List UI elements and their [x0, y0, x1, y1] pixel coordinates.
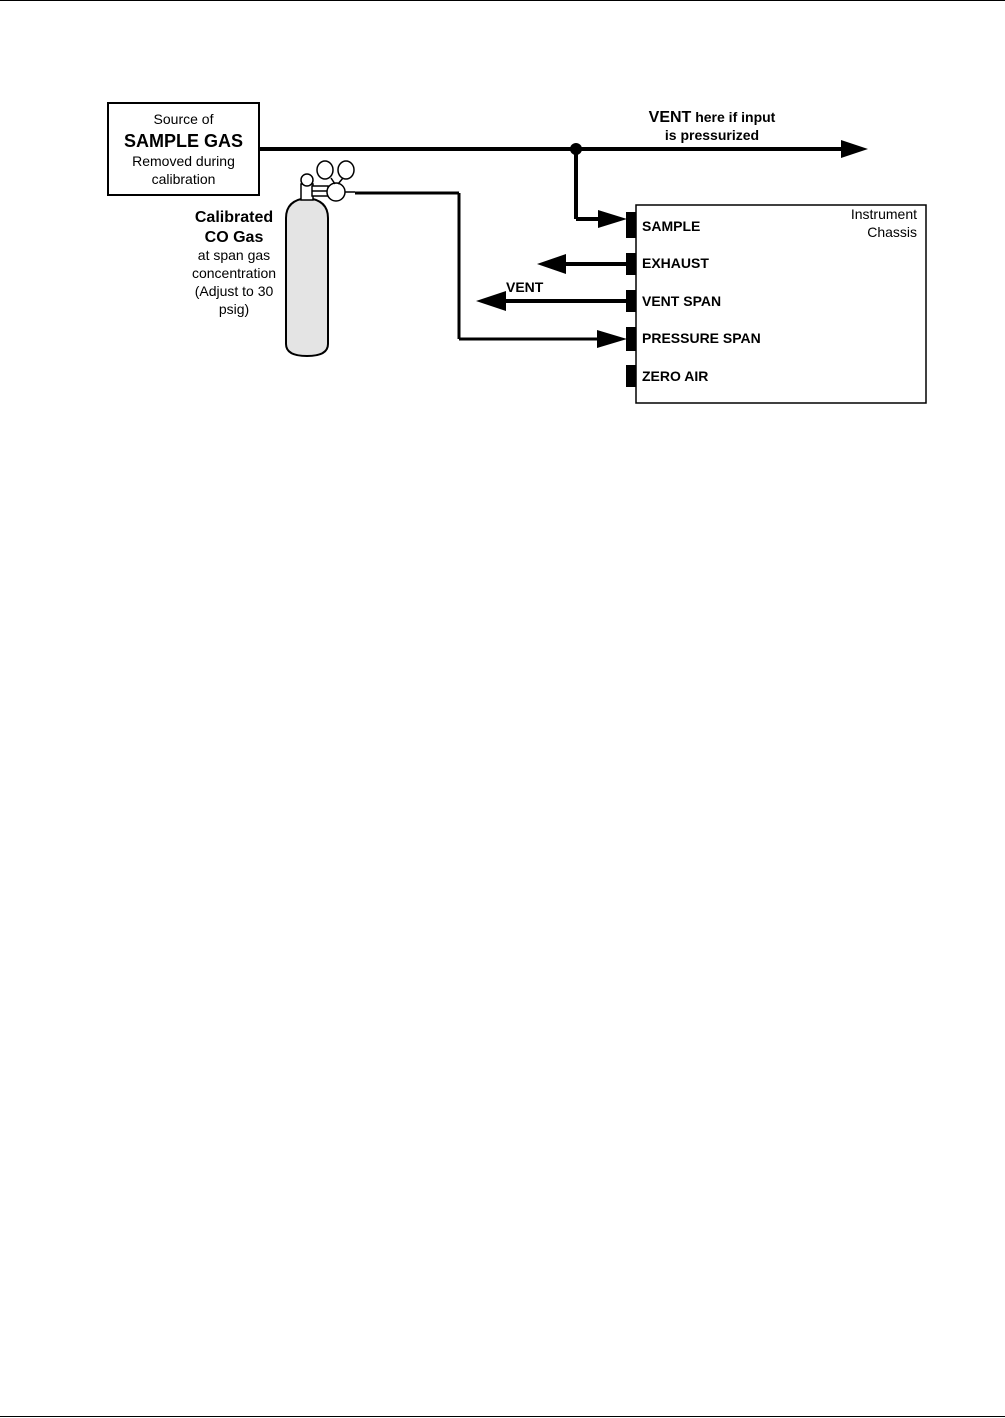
cylinder-desc-line4: psig)	[218, 301, 250, 317]
source-box-line2: SAMPLE GAS	[123, 131, 244, 151]
vent-note-line2: is pressurized	[664, 127, 760, 143]
exhaust-arrow-icon	[537, 254, 566, 274]
vent-span-outlet-label: VENT	[506, 279, 544, 295]
vent-span-port-label: VENT SPAN	[642, 293, 722, 309]
chassis-title-line1: Instrument	[850, 206, 917, 222]
vent-span-outlet-line	[476, 291, 628, 311]
vent-note-rest: here if input	[691, 109, 776, 125]
exhaust-outlet-line	[537, 254, 628, 274]
exhaust-port-label: EXHAUST	[642, 255, 709, 271]
cylinder-title-line2: CO Gas	[204, 229, 264, 246]
source-box-line4: calibration	[151, 171, 216, 187]
sample-gas-source-box	[108, 103, 259, 195]
vent-arrow-icon	[841, 140, 868, 158]
vent-note-strong: VENT	[648, 109, 692, 126]
gas-cylinder-icon	[286, 174, 328, 356]
cylinder-title-line1: Calibrated	[194, 209, 274, 226]
cylinder-desc-line1: at span gas	[197, 247, 271, 263]
sample-gas-line	[259, 149, 845, 219]
calibration-gas-diagram	[0, 0, 1005, 420]
vent-span-arrow-icon	[476, 291, 506, 311]
zero-air-port	[626, 365, 636, 387]
bottom-page-rule	[0, 1416, 1005, 1417]
pressure-span-port	[626, 327, 636, 351]
cylinder-desc-line3: (Adjust to 30	[194, 283, 274, 299]
chassis-title-line2: Chassis	[867, 224, 917, 240]
vent-span-port	[626, 290, 636, 312]
sample-port-label: SAMPLE	[642, 218, 701, 234]
cylinder-desc-line2: concentration	[191, 265, 277, 281]
pressure-span-port-label: PRESSURE SPAN	[642, 330, 761, 346]
instrument-chassis	[626, 205, 926, 403]
source-box-line1: Source of	[153, 111, 214, 127]
tee-junction	[570, 143, 582, 155]
pressure-span-arrow-icon	[597, 330, 627, 348]
vent-note-line1	[649, 109, 776, 126]
zero-air-port-label: ZERO AIR	[642, 368, 709, 384]
pressure-regulator-icon	[312, 161, 355, 201]
source-box-line3: Removed during	[132, 153, 235, 169]
sample-inlet-arrow-icon	[598, 210, 627, 228]
exhaust-port	[626, 253, 636, 275]
sample-port	[626, 212, 636, 238]
